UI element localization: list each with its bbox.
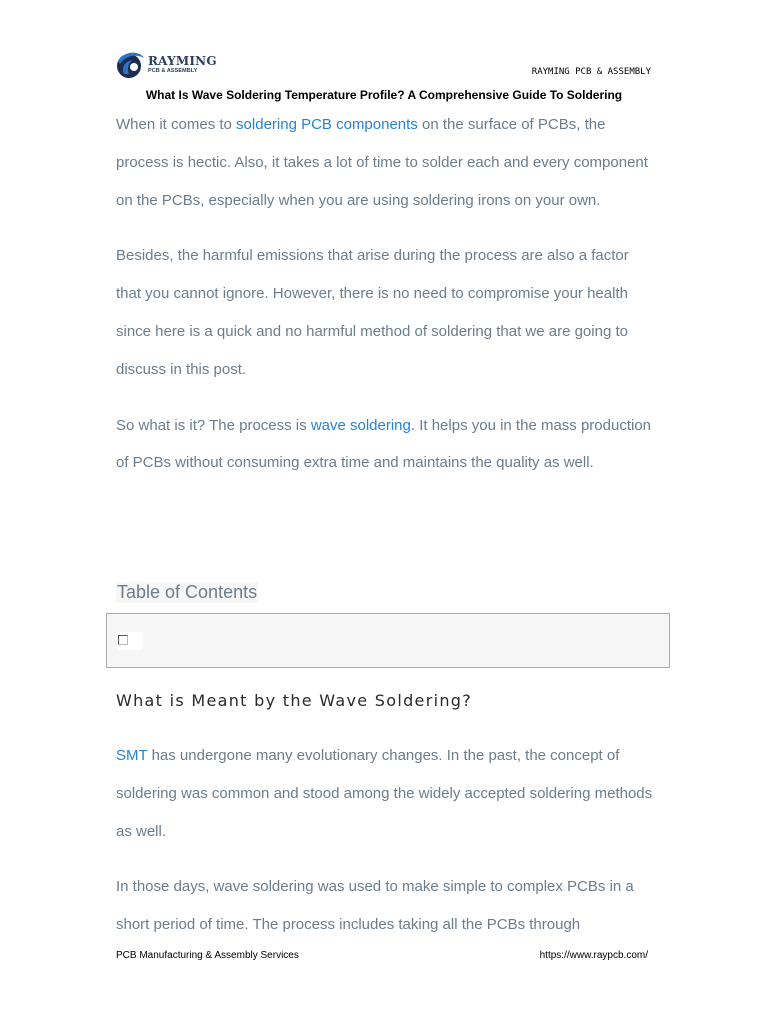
section-heading: What is Meant by the Wave Soldering? — [116, 691, 473, 710]
toc-toggle-button[interactable] — [117, 632, 143, 650]
section-content — [116, 737, 656, 962]
text-segment: So what is it? The process is — [116, 416, 311, 434]
intro-paragraph-2: Besides, the harmful emissions that arise during the process are also a factor that you cannot ignore. However, there is no need to compromise your health since here is a quick and no harmful method of soldering that we are going to discuss in this post. — [116, 247, 629, 378]
toc-heading: Table of Contents — [117, 582, 258, 602]
text-segment: on the surface of PCBs, the process is hectic. Also, it takes a lot of time to solder each and every component on the PCBs, especially when you are using soldering irons on your own. — [116, 116, 648, 209]
rayming-logo — [115, 50, 215, 80]
intro-paragraph-1 — [116, 106, 656, 219]
logo-name: RAYMING — [148, 54, 217, 68]
toc-container — [106, 613, 670, 668]
smt-link[interactable]: SMT — [116, 747, 148, 764]
text-segment: When it comes to — [116, 116, 237, 133]
footer-services: PCB Manufacturing & Assembly Services — [116, 950, 299, 961]
wave-soldering-link[interactable]: wave soldering — [310, 416, 411, 434]
footer-website-link[interactable]: https://www.raypcb.com/ — [539, 950, 648, 961]
soldering-pcb-components-link[interactable]: soldering PCB components — [236, 116, 418, 133]
intro-content — [116, 106, 656, 500]
intro-paragraph-3 — [116, 407, 656, 483]
logo-tagline: PCB & ASSEMBLY — [148, 68, 198, 74]
company-name: RAYMING PCB & ASSEMBLY — [531, 67, 651, 77]
section-paragraph-2: In those days, wave soldering was used to make simple to complex PCBs in a short period of time. The process includes taking all the PCBs through — [116, 878, 634, 934]
logo-swirl-icon — [115, 50, 145, 80]
text-segment: . It helps you in the mass production of PCBs without consuming extra time and maintains the quality as well. — [116, 416, 652, 472]
toggle-checkbox-icon — [118, 635, 128, 645]
section-paragraph-1 — [116, 737, 656, 850]
text-segment: has undergone many evolutionary changes. In the past, the concept of soldering was common and stood among the widely accepted soldering methods as well. — [116, 747, 653, 840]
document-title: What Is Wave Soldering Temperature Profile? A Comprehensive Guide To Soldering — [145, 88, 623, 102]
